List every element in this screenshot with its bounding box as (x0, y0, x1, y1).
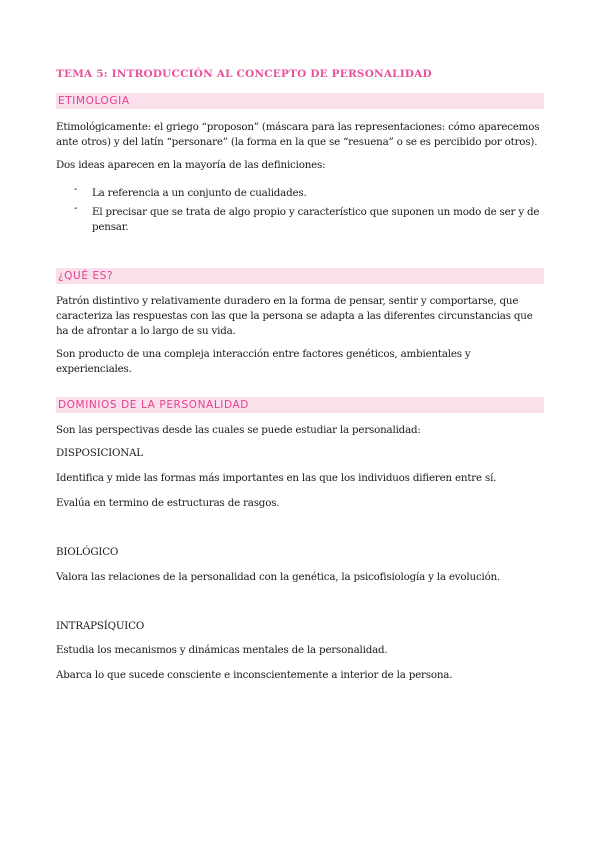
intrapsiquico-paragraph-2: Abarca lo que sucede consciente e inconscientemente a interior de la persona. (56, 669, 453, 681)
bullet-dash: - (74, 184, 78, 195)
biologico-label: BIOLÓGICO (56, 546, 119, 558)
section-heading-que-es: ¿QUÉ ES? (56, 268, 544, 284)
que-es-paragraph-2: Son producto de una compleja interacción entre factores genéticos, ambientales y experienciales. (56, 348, 471, 375)
etimologia-paragraph-1: Etimológicamente: el griego “proposon” (máscara para las representaciones: cómo aparecemos ante otros) y del latín “personare” (la forma en la que se “resuena” o se es percibido por otros). (56, 121, 540, 148)
disposicional-paragraph-1: Identifica y mide las formas más importantes en las que los individuos difieren entre sí. (56, 472, 497, 484)
disposicional-label: DISPOSICIONAL (56, 447, 143, 459)
list-item: El precisar que se trata de algo propio y característico que suponen un modo de ser y de pensar. (92, 206, 540, 233)
section-heading-dominios: DOMINIOS DE LA PERSONALIDAD (56, 397, 544, 413)
disposicional-paragraph-2: Evalúa en termino de estructuras de rasgos. (56, 497, 280, 509)
etimologia-paragraph-2: Dos ideas aparecen en la mayoría de las definiciones: (56, 159, 326, 171)
page-title: TEMA 5: INTRODUCCIÓN AL CONCEPTO DE PERSONALIDAD (56, 68, 432, 80)
que-es-paragraph-1: Patrón distintivo y relativamente duradero en la forma de pensar, sentir y comportarse, que caracteriza las respuestas con las que la persona se adapta a las diferentes circunstancias que ha de afrontar a lo largo de su vida. (56, 295, 533, 337)
bullet-dash: - (74, 203, 78, 214)
intrapsiquico-paragraph-1: Estudia los mecanismos y dinámicas mentales de la personalidad. (56, 644, 388, 656)
intrapsiquico-label: INTRAPSÍQUICO (56, 620, 145, 632)
list-item: La referencia a un conjunto de cualidades. (92, 187, 307, 199)
section-heading-etimologia: ETIMOLOGIA (56, 93, 544, 109)
dominios-intro: Son las perspectivas desde las cuales se puede estudiar la personalidad: (56, 424, 421, 436)
biologico-paragraph-1: Valora las relaciones de la personalidad con la genética, la psicofisiología y la evolución. (56, 571, 501, 583)
